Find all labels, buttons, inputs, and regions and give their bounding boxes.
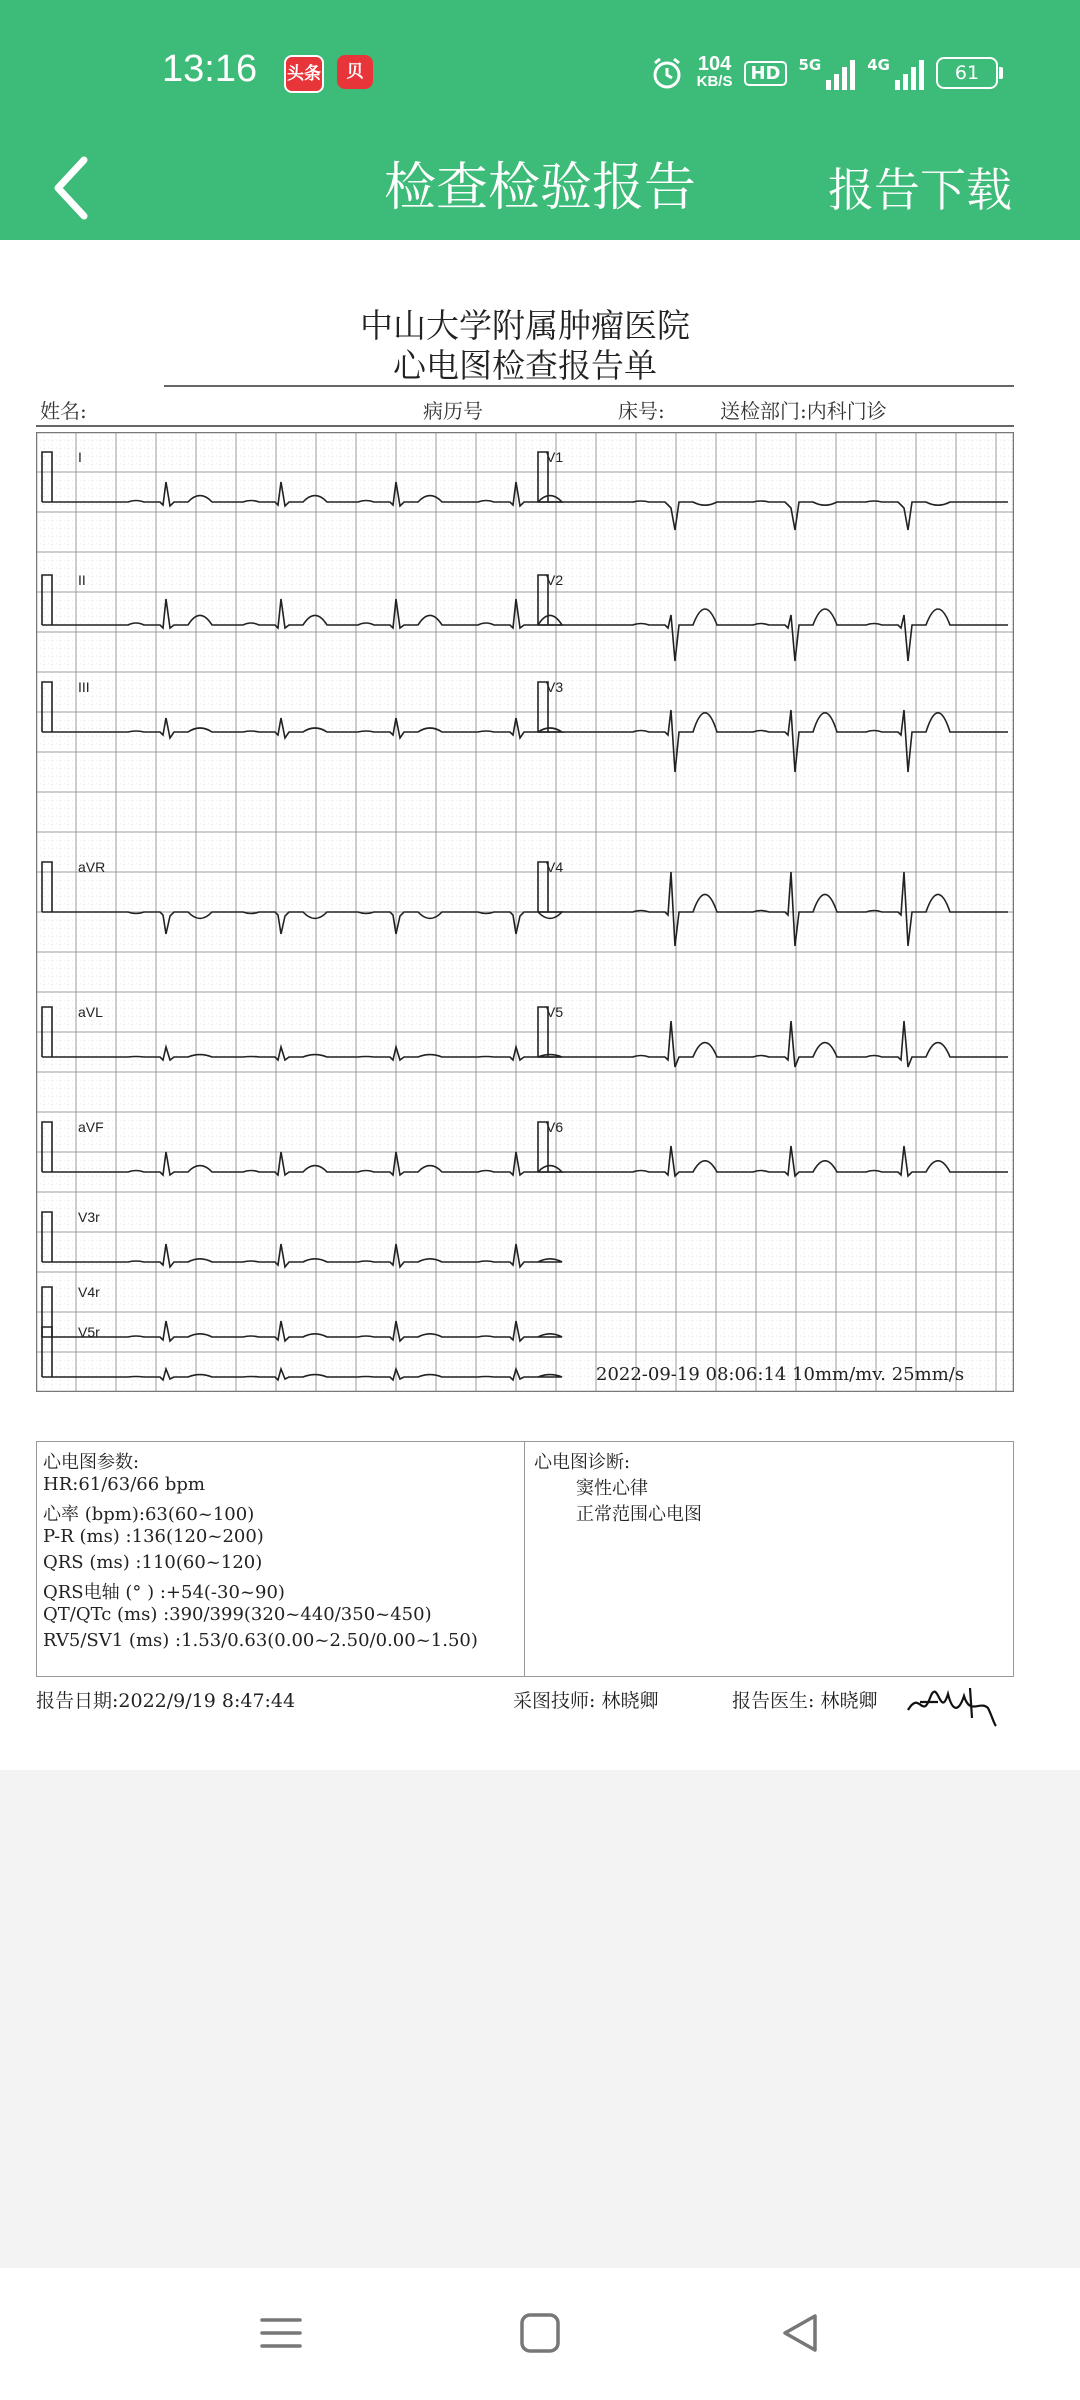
lead-trace-v1 bbox=[538, 501, 1008, 530]
status-icons bbox=[649, 48, 998, 98]
back-triangle-icon[interactable] bbox=[775, 2308, 825, 2358]
signal-4g-icon: 4G bbox=[867, 56, 924, 90]
download-report-button[interactable]: 报告下载 bbox=[828, 163, 1012, 217]
technician: 采图技师: 林晓卿 bbox=[513, 1690, 659, 1712]
lead-label-iii: III bbox=[78, 679, 90, 695]
report-date: 报告日期:2022/9/19 8:47:44 bbox=[36, 1690, 296, 1712]
lead-trace-i bbox=[42, 482, 562, 506]
lead-trace-avr bbox=[42, 912, 562, 934]
lead-label-v5r: V5r bbox=[78, 1324, 100, 1340]
calibration-pulse bbox=[42, 1212, 52, 1262]
param-line: QRS电轴 (° ) :+54(-30~90) bbox=[43, 1582, 285, 1603]
lead-label-avl: aVL bbox=[78, 1004, 103, 1020]
lead-trace-v3r bbox=[42, 1244, 562, 1267]
notification-app-icon: 贝 bbox=[337, 55, 373, 89]
divider bbox=[36, 425, 1014, 427]
diagnosis-line: 窦性心律 bbox=[576, 1478, 648, 1499]
alarm-icon bbox=[649, 55, 685, 91]
calibration-pulse bbox=[42, 575, 52, 625]
battery-icon: 61 bbox=[936, 57, 998, 89]
ecg-timestamp: 2022-09-19 08:06:14 10mm/mv. 25mm/s bbox=[596, 1364, 965, 1385]
hospital-name: 中山大学附属肿瘤医院 bbox=[360, 306, 690, 345]
lead-trace-v4 bbox=[538, 872, 1008, 946]
calibration-pulse bbox=[42, 682, 52, 732]
lead-trace-ii bbox=[42, 599, 562, 628]
system-navigation-bar bbox=[0, 2268, 1080, 2400]
hd-voice-icon: HD bbox=[744, 61, 786, 86]
status-bar bbox=[0, 0, 1080, 140]
report-title: 心电图检查报告单 bbox=[393, 346, 657, 385]
params-title: 心电图参数: bbox=[43, 1452, 140, 1473]
signal-5g-icon: 5G bbox=[799, 56, 856, 90]
calibration-pulse bbox=[42, 452, 52, 502]
lead-trace-v2 bbox=[538, 609, 1008, 661]
lead-label-i: I bbox=[78, 449, 82, 465]
doctor-signature bbox=[900, 1680, 1000, 1730]
app-bar bbox=[0, 140, 1080, 240]
lead-label-avf: aVF bbox=[78, 1119, 104, 1135]
lead-trace-v5r bbox=[42, 1369, 562, 1380]
menu-icon[interactable] bbox=[256, 2308, 306, 2358]
lead-label-v4: V4 bbox=[546, 859, 564, 875]
calibration-pulse bbox=[42, 1122, 52, 1172]
ecg-parameters-box bbox=[36, 1441, 1014, 1677]
lead-trace-v6 bbox=[538, 1146, 1008, 1176]
record-number-label: 病历号 bbox=[423, 399, 483, 423]
bed-label: 床号: bbox=[618, 399, 665, 423]
lead-label-v3: V3 bbox=[546, 679, 564, 695]
lead-trace-v3 bbox=[538, 710, 1008, 772]
diagnosis-line: 正常范围心电图 bbox=[576, 1504, 702, 1525]
toutiao-app-icon: 头条 bbox=[284, 55, 324, 93]
lead-trace-avf bbox=[42, 1152, 562, 1175]
lead-label-v2: V2 bbox=[546, 572, 564, 588]
home-icon[interactable] bbox=[515, 2308, 565, 2358]
patient-name-label: 姓名: bbox=[40, 399, 87, 423]
param-line: P-R (ms) :136(120~200) bbox=[43, 1526, 264, 1547]
calibration-pulse bbox=[42, 862, 52, 912]
department: 送检部门:内科门诊 bbox=[720, 399, 887, 423]
param-line: QRS (ms) :110(60~120) bbox=[43, 1552, 263, 1573]
lead-label-avr: aVR bbox=[78, 859, 106, 875]
param-line: QT/QTc (ms) :390/399(320~440/350~450) bbox=[43, 1604, 432, 1625]
lead-label-v1: V1 bbox=[546, 449, 564, 465]
lead-label-v3r: V3r bbox=[78, 1209, 100, 1225]
lead-label-v4r: V4r bbox=[78, 1284, 100, 1300]
network-speed: 104 KB/S bbox=[696, 53, 733, 90]
lead-trace-v5 bbox=[538, 1021, 1008, 1067]
header bbox=[0, 0, 1080, 240]
param-line: RV5/SV1 (ms) :1.53/0.63(0.00~2.50/0.00~1.50) bbox=[43, 1630, 478, 1651]
ecg-tracing bbox=[36, 432, 1014, 1392]
param-line: 心率 (bpm):63(60~100) bbox=[43, 1504, 255, 1525]
lead-label-v5: V5 bbox=[546, 1004, 564, 1020]
status-time: 13:16 bbox=[162, 48, 258, 90]
param-line: HR:61/63/66 bpm bbox=[43, 1474, 205, 1495]
diagnosis-title: 心电图诊断: bbox=[534, 1452, 631, 1473]
divider bbox=[164, 385, 1014, 387]
page-title: 检查检验报告 bbox=[383, 158, 696, 218]
lead-label-v6: V6 bbox=[546, 1119, 564, 1135]
reporting-doctor: 报告医生: 林晓卿 bbox=[732, 1690, 878, 1712]
lead-label-ii: II bbox=[78, 572, 86, 588]
